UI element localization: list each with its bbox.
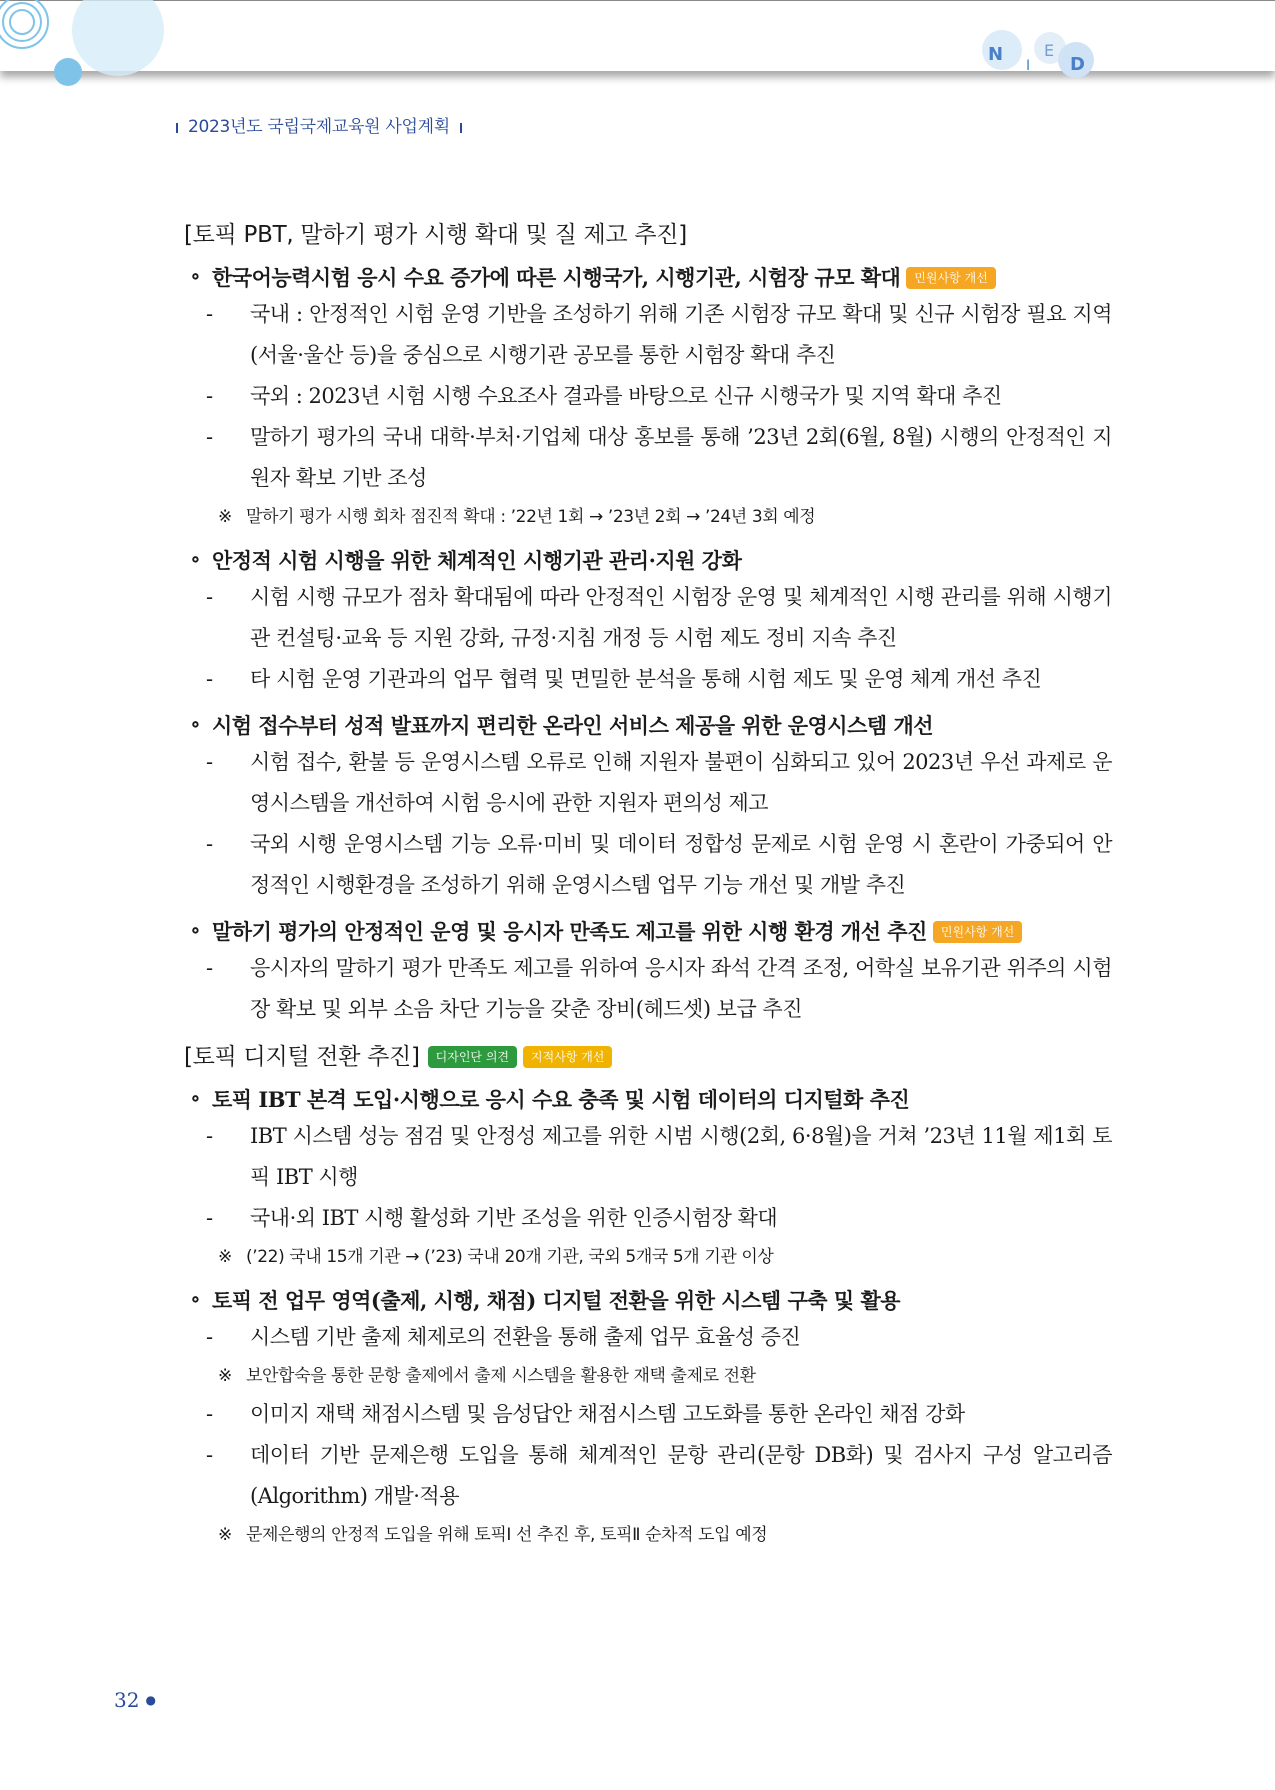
dash-item: - 말하기 평가의 국내 대학·부처·기업체 대상 홍보를 통해 ’23년 2회(6월, 8월) 시행의 안정적인 지원자 확보 기반 조성 (206, 425, 1112, 490)
section-title-topik-pbt: [토픽 PBT, 말하기 평가 시행 확대 및 질 제고 추진] (184, 222, 687, 248)
civil-complaint-badge: 민원사항 개선 (906, 267, 995, 289)
logo-letter-n: N (988, 44, 1004, 65)
dash-item: - 타 시험 운영 기관과의 업무 협력 및 면밀한 분석을 통해 시험 제도 및 운영 체계 개선 추진 (206, 667, 1042, 691)
dash-item: - 이미지 재택 채점시스템 및 음성답안 채점시스템 고도화를 통한 온라인 채점 강화 (206, 1402, 965, 1426)
page-number (114, 1688, 156, 1712)
dash-item: - 국내 : 안정적인 시험 운영 기반을 조성하기 위해 기존 시험장 규모 확대 및 신규 시험장 필요 지역(서울·울산 등)을 중심으로 시행기관 공모를 통한 시험장 확대 추진 (206, 302, 1112, 367)
bullet-heading: ∘ 안정적 시험 시행을 위한 체계적인 시행기관 관리·지원 강화 (190, 546, 742, 573)
dash-item: - 시험 시행 규모가 점차 확대됨에 따라 안정적인 시험장 운영 및 체계적인 시행 관리를 위해 시행기관 컨설팅·교육 등 지원 강화, 규정·지침 개정 등 시험 제도 정비 지속 추진 (206, 585, 1112, 650)
bullet-heading: ∘ 한국어능력시험 응시 수요 증가에 따른 시행국가, 시행기관, 시험장 규모 확대 민원사항 개선 (184, 262, 1112, 294)
bullet-heading: ∘ 말하기 평가의 안정적인 운영 및 응시자 만족도 제고를 위한 시행 환경 개선 추진 민원사항 개선 (184, 916, 1112, 948)
dash-item: - 응시자의 말하기 평가 만족도 제고를 위하여 응시자 좌석 간격 조정, 어학실 보유기관 위주의 시험장 확보 및 외부 소음 차단 기능을 갖춘 장비(헤드셋) 보급 추진 (206, 956, 1112, 1021)
nied-logo-icon (972, 26, 1112, 86)
dash-item: - 국외 : 2023년 시험 시행 수요조사 결과를 바탕으로 신규 시행국가 및 지역 확대 추진 (206, 384, 1002, 408)
dash-item: - 시스템 기반 출제 체제로의 전환을 통해 출제 업무 효율성 증진 (206, 1325, 801, 1349)
dash-item-text: 국외 : 2023년 시험 시행 수요조사 결과를 바탕으로 신규 시행국가 및 지역 확대 추진 (250, 384, 1002, 408)
bullet-heading: ∘ 토픽 전 업무 영역(출제, 시행, 채점) 디지털 전환을 위한 시스템 구축 및 활용 (190, 1286, 901, 1313)
bullet-heading-text: 안정적 시험 시행을 위한 체계적인 시행기관 관리·지원 강화 (212, 548, 742, 573)
audit-improvement-badge: 지적사항 개선 (523, 1046, 612, 1068)
dash-item-text: 시험 접수, 환불 등 운영시스템 오류로 인해 지원자 불편이 심화되고 있어 2023년 우선 과제로 운영시스템을 개선하여 시험 응시에 관한 지원자 편의성 제고 (250, 750, 1112, 815)
bullet-heading-text: 한국어능력시험 응시 수요 증가에 따른 시행국가, 시행기관, 시험장 규모 확대 (212, 265, 901, 290)
dash-item: - 국내·외 IBT 시행 활성화 기반 조성을 위한 인증시험장 확대 (206, 1206, 778, 1230)
reference-note: ※ 말하기 평가 시행 회차 점진적 확대 : ’22년 1회 → ’23년 2회 → ’24년 3회 예정 (218, 507, 816, 527)
dash-item: - 데이터 기반 문제은행 도입을 통해 체계적인 문항 관리(문항 DB화) 및 검사지 구성 알고리즘 (Algorithm) 개발·적용 (206, 1443, 1112, 1508)
dash-item-text: 타 시험 운영 기관과의 업무 협력 및 면밀한 분석을 통해 시험 제도 및 운영 체계 개선 추진 (250, 667, 1042, 691)
page-number-text: 32 (114, 1688, 140, 1712)
dash-item-text: 데이터 기반 문제은행 도입을 통해 체계적인 문항 관리(문항 DB화) 및 검사지 구성 알고리즘 (Algorithm) 개발·적용 (250, 1443, 1112, 1508)
dash-item-text: 시험 시행 규모가 점차 확대됨에 따라 안정적인 시험장 운영 및 체계적인 시행 관리를 위해 시행기관 컨설팅·교육 등 지원 강화, 규정·지침 개정 등 시험 제도 정비 지속 추진 (250, 585, 1112, 650)
decorative-circles-icon (0, 0, 170, 90)
bullet-heading-text: 토픽 IBT 본격 도입·시행으로 응시 수요 충족 및 시험 데이터의 디지털화 추진 (212, 1087, 910, 1112)
reference-note: ※ 보안합숙을 통한 문항 출제에서 출제 시스템을 활용한 재택 출제로 전환 (218, 1366, 756, 1386)
reference-note-text: 보안합숙을 통한 문항 출제에서 출제 시스템을 활용한 재택 출제로 전환 (246, 1366, 756, 1386)
reference-note-text: (’22) 국내 15개 기관 → (’23) 국내 20개 기관, 국외 5개국 5개 기관 이상 (246, 1247, 774, 1267)
bullet-heading: ∘ 토픽 IBT 본격 도입·시행으로 응시 수요 충족 및 시험 데이터의 디지털화 추진 (190, 1085, 910, 1112)
bullet-heading: ∘ 시험 접수부터 성적 발표까지 편리한 온라인 서비스 제공을 위한 운영시스템 개선 (190, 711, 934, 738)
bullet-heading-text: 토픽 전 업무 영역(출제, 시행, 채점) 디지털 전환을 위한 시스템 구축 및 활용 (212, 1288, 901, 1313)
dash-item: - 국외 시행 운영시스템 기능 오류·미비 및 데이터 정합성 문제로 시험 운영 시 혼란이 가중되어 안정적인 시행환경을 조성하기 위해 운영시스템 업무 기능 개선 및 개발 추진 (206, 832, 1112, 897)
document-body (184, 218, 1112, 1553)
dash-item-text: 국내 : 안정적인 시험 운영 기반을 조성하기 위해 기존 시험장 규모 확대 및 신규 시험장 필요 지역(서울·울산 등)을 중심으로 시행기관 공모를 통한 시험장 확대 추진 (250, 302, 1112, 367)
logo-letter-i: I (1026, 58, 1031, 74)
section-title-digital-transition (184, 1040, 1112, 1074)
page-number-dot-icon: ● (145, 1693, 156, 1707)
logo-letter-d: D (1070, 54, 1085, 75)
dash-item-text: 시스템 기반 출제 체제로의 전환을 통해 출제 업무 효율성 증진 (250, 1325, 801, 1349)
dash-item-text: 국내·외 IBT 시행 활성화 기반 조성을 위한 인증시험장 확대 (250, 1206, 778, 1230)
section-title-text: [토픽 디지털 전환 추진] (184, 1044, 420, 1070)
reference-note-text: 문제은행의 안정적 도입을 위해 토픽Ⅰ 선 추진 후, 토픽Ⅱ 순차적 도입 예정 (246, 1525, 768, 1545)
dash-item-text: 이미지 재택 채점시스템 및 음성답안 채점시스템 고도화를 통한 온라인 채점 강화 (250, 1402, 965, 1426)
logo-letter-e: E (1044, 41, 1055, 60)
design-team-opinion-badge: 디자인단 의견 (428, 1046, 517, 1068)
reference-note: ※ (’22) 국내 15개 기관 → (’23) 국내 20개 기관, 국외 5개국 5개 기관 이상 (218, 1247, 774, 1267)
dash-item-text: 국외 시행 운영시스템 기능 오류·미비 및 데이터 정합성 문제로 시험 운영 시 혼란이 가중되어 안정적인 시행환경을 조성하기 위해 운영시스템 업무 기능 개선 및 개발 추진 (250, 832, 1112, 897)
dash-item-text: 말하기 평가의 국내 대학·부처·기업체 대상 홍보를 통해 ’23년 2회(6월, 8월) 시행의 안정적인 지원자 확보 기반 조성 (250, 425, 1112, 490)
bullet-heading-text: 말하기 평가의 안정적인 운영 및 응시자 만족도 제고를 위한 시행 환경 개선 추진 (212, 919, 927, 944)
dash-item-text: IBT 시스템 성능 점검 및 안정성 제고를 위한 시범 시행(2회, 6·8월)을 거쳐 ’23년 11월 제1회 토픽 IBT 시행 (250, 1124, 1112, 1189)
reference-note-text: 말하기 평가 시행 회차 점진적 확대 : ’22년 1회 → ’23년 2회 → ’24년 3회 예정 (246, 507, 816, 527)
civil-complaint-badge: 민원사항 개선 (933, 921, 1022, 943)
bullet-heading-text: 시험 접수부터 성적 발표까지 편리한 온라인 서비스 제공을 위한 운영시스템 개선 (212, 713, 934, 738)
dash-item: - IBT 시스템 성능 점검 및 안정성 제고를 위한 시범 시행(2회, 6·8월)을 거쳐 ’23년 11월 제1회 토픽 IBT 시행 (206, 1124, 1112, 1189)
dash-item: - 시험 접수, 환불 등 운영시스템 오류로 인해 지원자 불편이 심화되고 있어 2023년 우선 과제로 운영시스템을 개선하여 시험 응시에 관한 지원자 편의성 제고 (206, 750, 1112, 815)
dash-item-text: 응시자의 말하기 평가 만족도 제고를 위하여 응시자 좌석 간격 조정, 어학실 보유기관 위주의 시험장 확보 및 외부 소음 차단 기능을 갖춘 장비(헤드셋) 보급 추진 (250, 956, 1112, 1021)
running-head (166, 112, 472, 137)
running-head-bar-right (460, 123, 462, 133)
running-head-bar-left (176, 123, 178, 133)
running-head-title: 2023년도 국립국제교육원 사업계획 (188, 117, 450, 137)
reference-note: ※ 문제은행의 안정적 도입을 위해 토픽Ⅰ 선 추진 후, 토픽Ⅱ 순차적 도입 예정 (218, 1525, 768, 1545)
